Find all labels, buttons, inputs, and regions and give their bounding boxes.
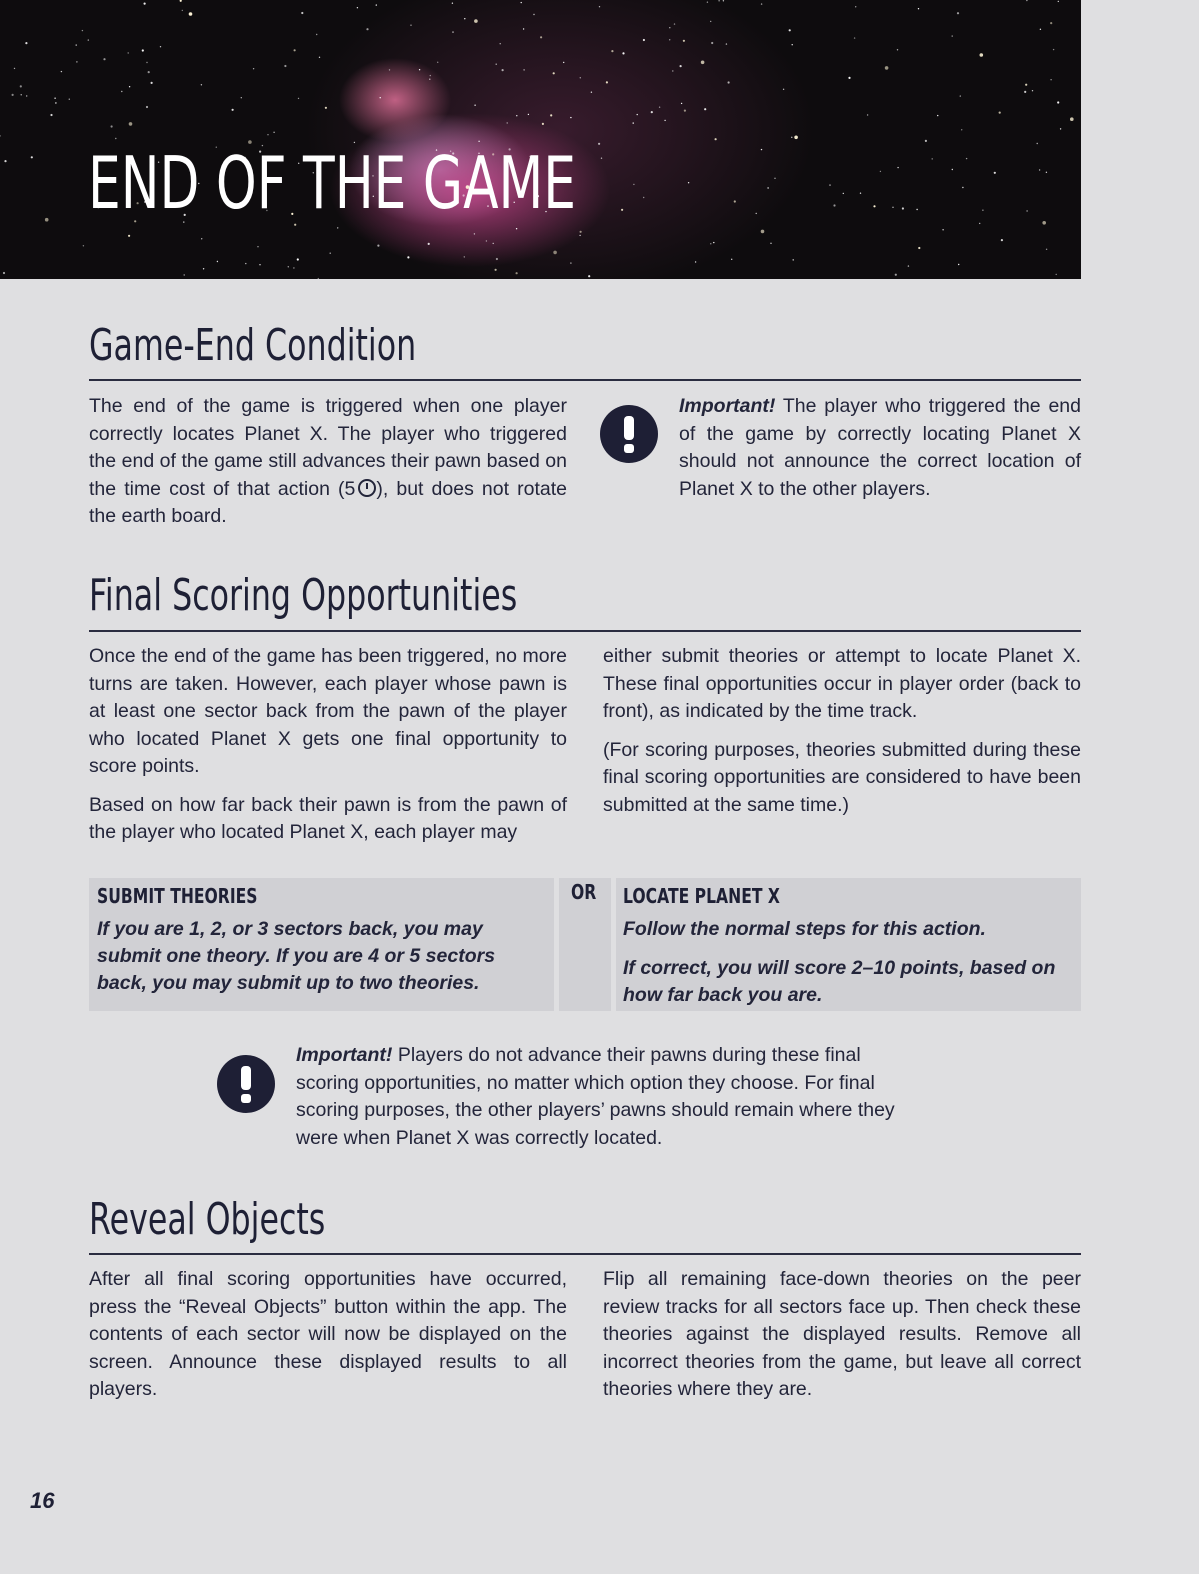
star: [783, 89, 784, 90]
star: [410, 25, 411, 26]
section-title-reveal: Reveal Objects: [89, 1194, 326, 1245]
star: [925, 140, 927, 142]
star: [4, 160, 6, 162]
star: [726, 43, 727, 44]
section-rule: [89, 630, 1081, 632]
star: [128, 235, 130, 237]
exclamation-icon: [600, 405, 658, 463]
star: [3, 272, 5, 274]
star: [980, 53, 984, 57]
star: [523, 28, 524, 29]
final-scoring-right: [603, 643, 1081, 830]
star: [21, 94, 22, 95]
star: [88, 39, 89, 40]
star: [952, 35, 953, 36]
star: [570, 117, 571, 118]
star: [979, 223, 980, 224]
star: [601, 158, 602, 159]
important-label: Important!: [296, 1044, 393, 1066]
star: [1070, 117, 1074, 121]
star: [500, 43, 501, 44]
star: [474, 19, 478, 23]
star: [897, 49, 898, 50]
star: [1037, 143, 1038, 144]
star: [245, 263, 246, 264]
star: [848, 77, 850, 79]
star: [232, 109, 234, 111]
star: [916, 209, 917, 210]
star: [664, 120, 665, 121]
star: [843, 193, 844, 194]
star: [430, 75, 431, 76]
star: [318, 278, 319, 279]
star: [241, 97, 242, 98]
star: [669, 27, 670, 28]
star: [553, 72, 555, 74]
game-end-text: The end of the game is triggered when one player correctly locates Planet X. The player who triggered the end of the game still advances their pawn based on the time cost of that action (5: [89, 395, 567, 500]
star: [999, 112, 1001, 114]
paragraph: (For scoring purposes, theories submitted during these final scoring opportunities are considered to have been submitted at the same time.): [603, 738, 1081, 816]
star: [516, 228, 517, 229]
star: [82, 30, 83, 31]
star: [767, 187, 768, 188]
star: [643, 39, 645, 41]
star: [591, 92, 592, 93]
reveal-left: [89, 1266, 567, 1415]
star: [598, 143, 600, 145]
section-title-game-end: Game-End Condition: [89, 320, 417, 371]
important-note-game-end: [679, 393, 1081, 503]
star: [885, 66, 889, 70]
final-scoring-left: [89, 643, 567, 858]
star: [791, 137, 792, 138]
star: [966, 158, 967, 159]
star: [1060, 128, 1061, 129]
star: [377, 245, 379, 247]
star: [643, 197, 644, 198]
important-text: Players do not advance their pawns during these final scoring opportunities, no matter which option they choose. For final scoring purposes, the other players’ pawns should remain where they were when Planet X was correctly located.: [296, 1044, 895, 1149]
star: [711, 42, 713, 44]
star: [942, 229, 943, 230]
star: [273, 132, 274, 133]
star: [957, 12, 959, 14]
star: [718, 0, 719, 1]
star: [1025, 84, 1027, 86]
star: [259, 264, 260, 265]
star: [833, 204, 835, 206]
star: [704, 108, 706, 110]
paragraph: Once the end of the game has been triggered, no more turns are taken. However, each player whose pawn is at least one sector back from the pawn of the player who located Planet X gets one final opportunity to score points.: [89, 645, 567, 777]
paragraph: either submit theories or attempt to locate Planet X. These final opportunities occur in player order (back to front), as indicated by the time track.: [603, 645, 1081, 722]
star: [1046, 249, 1047, 250]
star: [69, 99, 70, 100]
locate-planet-text: [623, 916, 1073, 1021]
paragraph: Based on how far back their pawn is from the pawn of the player who located Planet X, each player may: [89, 793, 567, 843]
star: [1040, 29, 1041, 30]
page-number: 16: [30, 1488, 55, 1513]
star: [1026, 210, 1027, 211]
star: [1026, 0, 1027, 1]
star: [674, 23, 675, 24]
star: [284, 65, 286, 67]
star: [182, 10, 183, 11]
star: [428, 243, 430, 245]
star: [129, 86, 130, 87]
star: [54, 98, 55, 99]
star: [1001, 239, 1003, 241]
star: [142, 49, 144, 51]
star: [1053, 49, 1054, 50]
star: [681, 103, 682, 104]
star: [937, 115, 938, 116]
star: [45, 218, 49, 222]
star: [533, 14, 534, 15]
star: [516, 272, 518, 274]
submit-theories-text: If you are 1, 2, or 3 sectors back, you may submit one theory. If you are 4 or 5 sectors back, you may submit up to two theories.: [97, 918, 496, 994]
star: [103, 58, 105, 60]
star: [570, 262, 571, 263]
star: [606, 81, 608, 83]
star: [622, 52, 624, 54]
star: [128, 52, 129, 53]
star: [710, 21, 711, 22]
star: [684, 110, 686, 112]
star: [160, 46, 161, 47]
section-rule: [89, 379, 1081, 381]
star: [151, 82, 153, 84]
game-end-body: [89, 393, 567, 531]
star: [452, 31, 453, 32]
star: [540, 36, 542, 38]
star: [1046, 172, 1047, 173]
star: [994, 172, 996, 174]
star: [25, 42, 27, 44]
star: [637, 114, 638, 115]
star: [184, 274, 185, 275]
star: [611, 50, 613, 52]
locate-planet-title: LOCATE PLANET X: [623, 884, 780, 908]
star: [1024, 91, 1026, 93]
star: [855, 6, 856, 7]
star: [961, 129, 962, 130]
star: [12, 94, 14, 96]
clock-icon: [358, 479, 376, 497]
star: [437, 62, 438, 63]
star: [873, 205, 875, 207]
star: [633, 122, 634, 123]
star: [83, 245, 84, 246]
star: [146, 106, 148, 108]
star: [257, 246, 258, 247]
star: [319, 57, 320, 58]
star: [902, 207, 904, 209]
star: [0, 135, 1, 136]
star: [76, 61, 77, 62]
star: [111, 125, 113, 127]
star: [1032, 90, 1033, 91]
important-note-final-scoring: [296, 1042, 916, 1152]
star: [376, 4, 377, 5]
star: [897, 167, 898, 168]
star: [952, 169, 953, 170]
paragraph: If correct, you will score 2–10 points, based on how far back you are.: [623, 957, 1056, 1006]
section-rule: [89, 1253, 1081, 1255]
star: [680, 65, 682, 67]
star: [148, 71, 150, 73]
star: [892, 207, 893, 208]
star: [325, 107, 327, 109]
star: [621, 209, 623, 211]
star: [542, 123, 544, 125]
star: [50, 114, 52, 116]
star: [301, 12, 303, 14]
star: [793, 259, 794, 260]
section-title-final-scoring: Final Scoring Opportunities: [89, 570, 518, 621]
star: [962, 187, 963, 188]
star: [407, 256, 409, 258]
star: [723, 0, 724, 1]
star: [713, 242, 714, 243]
star: [294, 49, 296, 51]
star: [474, 233, 475, 234]
star: [129, 122, 133, 126]
star: [731, 259, 732, 260]
star: [144, 3, 146, 5]
star: [659, 107, 660, 108]
star: [474, 105, 475, 106]
star: [932, 158, 933, 159]
important-label: Important!: [679, 395, 776, 417]
star: [1056, 274, 1057, 275]
star: [770, 243, 771, 244]
star: [14, 68, 15, 69]
star: [580, 77, 581, 78]
star: [918, 247, 920, 249]
star: [695, 261, 696, 262]
star: [895, 274, 897, 276]
star: [651, 111, 653, 113]
star: [908, 265, 909, 266]
submit-theories-box: [89, 878, 554, 1011]
star: [1050, 22, 1052, 24]
star: [958, 264, 959, 265]
star: [366, 28, 368, 30]
star: [521, 2, 522, 3]
star: [61, 71, 62, 72]
star: [633, 184, 634, 185]
star: [26, 95, 27, 96]
star: [880, 171, 881, 172]
star: [298, 98, 299, 99]
star: [20, 85, 22, 87]
star: [357, 7, 358, 8]
star: [288, 266, 289, 267]
star: [330, 253, 331, 254]
star: [553, 251, 557, 255]
star: [789, 29, 791, 31]
star: [31, 156, 33, 158]
star: [496, 63, 497, 64]
exclamation-icon: [217, 1055, 275, 1113]
star: [380, 97, 381, 98]
star: [76, 44, 77, 45]
star: [528, 114, 529, 115]
star: [829, 184, 830, 185]
paragraph: Follow the normal steps for this action.: [623, 918, 986, 940]
star: [201, 84, 202, 85]
star: [267, 134, 268, 135]
star: [707, 2, 708, 3]
game-end-text-tail: ), but does not rotate the earth board.: [89, 477, 567, 527]
star: [389, 69, 390, 70]
star: [496, 258, 498, 260]
star: [701, 61, 705, 65]
star: [860, 193, 861, 194]
star: [669, 39, 670, 40]
star: [761, 149, 762, 150]
star: [502, 69, 504, 71]
star: [1058, 1, 1059, 2]
star: [867, 114, 868, 115]
star: [429, 79, 430, 80]
star: [761, 3, 762, 4]
hero-banner: [0, 0, 1081, 279]
paragraph: Flip all remaining face-down theories on the peer review tracks for all sectors face up. Then check these theories against the displayed results. Remove all incorrect theories from the game, but leave all correct theories where they are.: [603, 1268, 1081, 1400]
star: [419, 69, 420, 70]
star: [253, 68, 254, 69]
reveal-right: [603, 1266, 1081, 1415]
star: [297, 258, 299, 260]
star: [203, 268, 204, 269]
or-label: OR: [571, 880, 597, 904]
star: [960, 95, 961, 96]
star: [293, 267, 294, 268]
star: [550, 114, 552, 116]
star: [579, 235, 580, 236]
star: [1050, 79, 1051, 80]
star: [452, 3, 453, 4]
page-title: END OF THE GAME: [88, 141, 577, 225]
star: [180, 0, 182, 2]
star: [756, 213, 757, 214]
star: [146, 62, 147, 63]
star: [792, 44, 793, 45]
star: [523, 69, 524, 70]
star: [982, 210, 983, 211]
star: [683, 40, 685, 42]
star: [854, 37, 855, 38]
important-text: The player who triggered the end of the game by correctly locating Planet X should not announce the correct location of Planet X to the other players.: [679, 395, 1081, 500]
star: [189, 12, 193, 16]
star: [486, 240, 487, 241]
star: [121, 91, 122, 92]
star: [794, 136, 798, 140]
star: [710, 243, 711, 244]
star: [728, 81, 730, 83]
star: [201, 238, 202, 239]
star: [563, 62, 564, 63]
star: [580, 231, 582, 233]
star: [672, 70, 673, 71]
star: [1057, 101, 1059, 103]
star: [918, 8, 919, 9]
star: [588, 275, 590, 277]
star: [493, 243, 494, 244]
star: [1039, 169, 1040, 170]
locate-planet-box: [616, 878, 1081, 1011]
star: [55, 102, 56, 103]
star: [495, 269, 497, 271]
star: [774, 178, 775, 179]
star: [507, 122, 508, 123]
star: [516, 115, 517, 116]
star: [715, 138, 717, 140]
star: [599, 6, 600, 7]
submit-theories-title: SUBMIT THEORIES: [97, 884, 258, 908]
star: [464, 256, 465, 257]
star: [217, 261, 218, 262]
star: [688, 182, 689, 183]
star: [1042, 221, 1046, 225]
star: [761, 230, 765, 234]
star: [464, 18, 465, 19]
paragraph: After all final scoring opportunities have occurred, press the “Reveal Objects” button within the app. The contents of each sector will now be displayed on the screen. Announce these displayed results to all players.: [89, 1268, 567, 1400]
star: [316, 34, 317, 35]
star: [734, 200, 736, 202]
